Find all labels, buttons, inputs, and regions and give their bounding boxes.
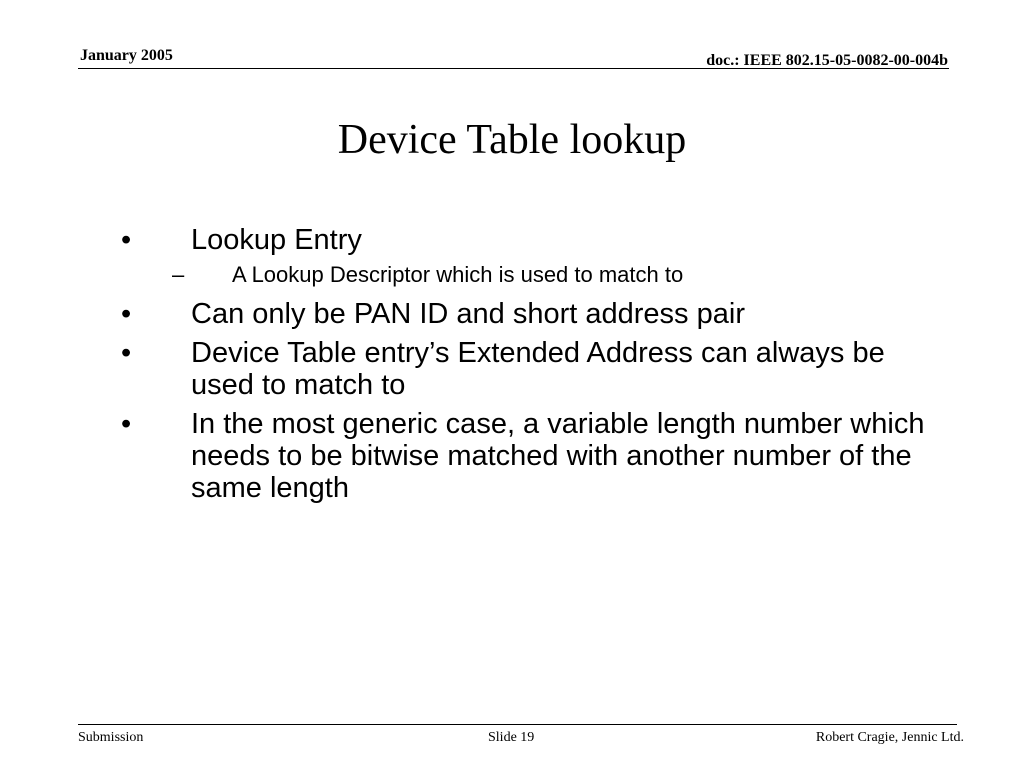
- bullet-text: Can only be PAN ID and short address pair: [191, 298, 745, 330]
- bullet-item: [0, 298, 951, 330]
- slide-title: Device Table lookup: [337, 117, 687, 163]
- bullet-text: Lookup Entry: [191, 224, 362, 256]
- sub-bullet-item: [0, 261, 932, 289]
- bullet-marker: •: [121, 298, 132, 330]
- header-doc-id: doc.: IEEE 802.15-05-0082-00-004b: [706, 52, 948, 69]
- header-divider: [78, 68, 949, 69]
- bullet-marker: •: [121, 337, 132, 369]
- sub-bullet-marker: –: [172, 262, 185, 287]
- footer-author: Robert Cragie, Jennic Ltd.: [815, 730, 964, 745]
- sub-bullet-text: A Lookup Descriptor which is used to match to: [232, 262, 684, 287]
- footer-divider: [78, 724, 957, 725]
- bullet-marker: •: [121, 224, 132, 256]
- bullet-item: [0, 408, 951, 504]
- bullet-item: [0, 337, 951, 401]
- slide-body: [0, 224, 1024, 511]
- header-date: January 2005: [80, 47, 173, 64]
- bullet-item: [0, 224, 951, 256]
- bullet-text: Device Table entry’s Extended Address can always be used to match to: [191, 337, 885, 401]
- bullet-marker: •: [121, 408, 132, 440]
- bullet-text: In the most generic case, a variable length number which needs to be bitwise matched with another number of the same length: [191, 408, 925, 504]
- footer-submission: Submission: [78, 730, 144, 745]
- footer-slide-number: Slide 19: [488, 730, 535, 745]
